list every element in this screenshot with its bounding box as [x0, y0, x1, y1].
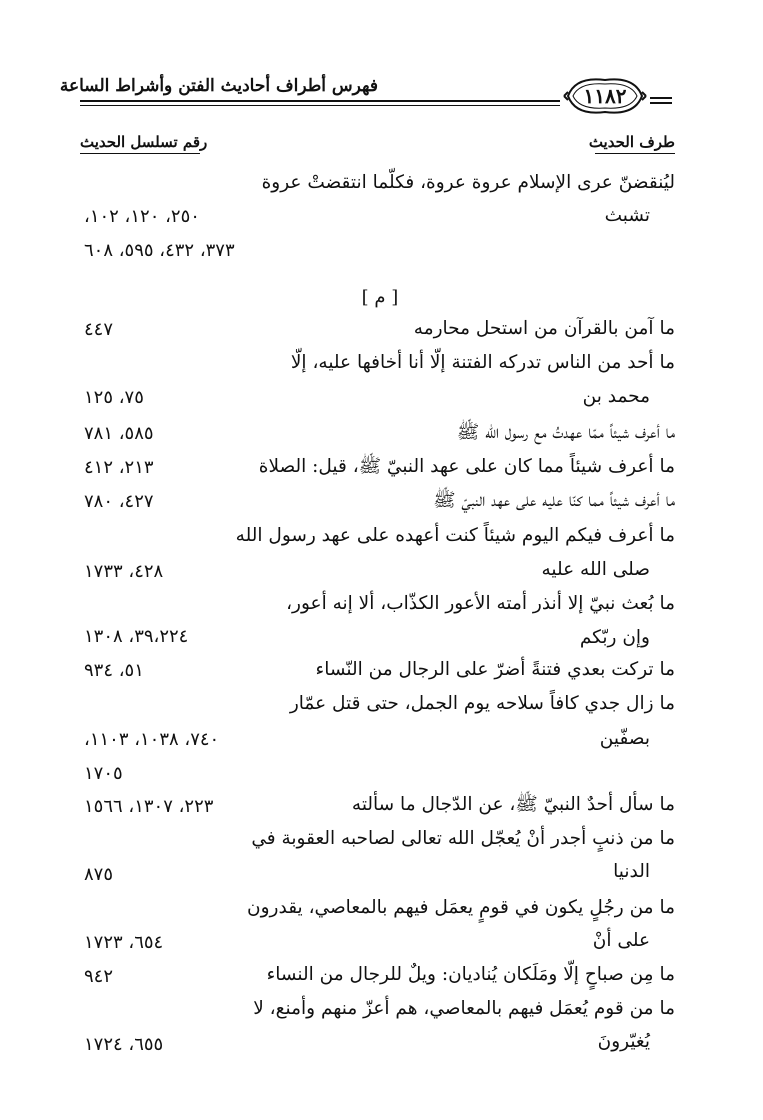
column-head-underline-left	[80, 153, 200, 154]
entry-numbers: ٢٥٠، ١٢٠، ١٠٢،	[84, 206, 200, 227]
entry-numbers: ٤٢٧، ٧٨٠	[84, 491, 154, 512]
running-header-title: فهرس أطراف أحاديث الفتن وأشراط الساعة	[59, 76, 378, 96]
entry-numbers: ٧٤٠، ١٠٣٨، ١١٠٣،	[84, 729, 220, 750]
header-dash	[650, 97, 672, 99]
entry-continuation: وإن ربّكم	[579, 627, 650, 648]
entry-text: ما أعرف فيكم اليوم شيئاً كنت أعهده على عهد رسول الله	[235, 525, 675, 546]
entry-continuation: يُغيّرونَ	[597, 1031, 650, 1052]
entry-text: ما من رجُلٍ يكون في قومٍ يعمَل فيهم بالمعاصي، يقدرون	[247, 897, 675, 918]
entry-numbers: ٦٥٥، ١٧٢٤	[84, 1034, 164, 1055]
entry-text: ما من ذنبٍ أجدر أنْ يُعجّل الله تعالى لصاحبه العقوبة في	[251, 828, 675, 849]
header-dash-lower	[650, 102, 672, 104]
page-number: ١١٨٢	[583, 84, 627, 108]
entry-numbers: ٨٧٥	[84, 864, 114, 885]
entry-numbers: ٩٤٢	[84, 966, 114, 987]
entry-numbers: ٥٨٥، ٧٨١	[84, 423, 154, 444]
entry-text: ما زال جدي كافاً سلاحه يوم الجمل، حتى قتل عمّار	[289, 693, 675, 714]
entry-continuation: الدنيا	[613, 861, 650, 882]
entry-continuation: على أنْ	[592, 930, 650, 951]
entry-numbers: ٢٢٣، ١٣٠٧، ١٥٦٦	[84, 796, 214, 817]
entry-text: ليُنقضنّ عرى الإسلام عروة عروة، فكلّما انتقضتْ عروة	[261, 172, 675, 193]
entry-text: ما بُعث نبيّ إلا أنذر أمته الأعور الكذّاب، ألا إنه أعور،	[286, 593, 675, 614]
entry-numbers: ٥١، ٩٣٤	[84, 660, 144, 681]
entry-numbers: ٣٩،٢٢٤، ١٣٠٨	[84, 626, 189, 647]
entry-numbers: ٤٢٨، ١٧٣٣	[84, 561, 164, 582]
entry-continuation: بصفّين	[599, 728, 650, 749]
entry-numbers: ٤٤٧	[84, 319, 114, 340]
entry-continuation: تشبث	[604, 205, 650, 226]
entry-text: ما أعرف شيئاً مما كنّا عليه على عهد النبيّ ﷺ	[433, 490, 675, 511]
entry-text: ما أعرف شيئاً ممّا عهدتُ مع رسول الله ﷺ	[456, 422, 675, 443]
column-head-serial: رقم تسلسل الحديث	[80, 133, 208, 151]
entry-text: ما أحد من الناس تدركه الفتنة إلّا أنا أخافها عليه، إلّا	[290, 352, 675, 373]
entry-text: ما آمن بالقرآن من استحل محارمه	[413, 318, 675, 339]
entry-text: ما تركت بعدي فتنةً أضرّ على الرجال من النّساء	[315, 659, 675, 680]
entry-text: ما من قوم يُعمَل فيهم بالمعاصي، هم أعزّ منهم وأمنع، لا	[253, 998, 675, 1019]
section-letter-heading: [ م ]	[361, 287, 399, 308]
entry-continuation: محمد بن	[582, 386, 650, 407]
entry-numbers: ٧٥، ١٢٥	[84, 387, 144, 408]
entry-text: ما مِن صباحٍ إلّا ومَلَكان يُناديان: ويلٌ للرجال من النساء	[266, 964, 675, 985]
entry-numbers-cont: ١٧٠٥	[84, 763, 123, 784]
header-rule	[80, 100, 560, 102]
header-rule-thin	[80, 105, 560, 106]
page-number-ornament	[562, 74, 648, 118]
entry-numbers-cont: ٣٧٣، ٤٣٢، ٥٩٥، ٦٠٨	[84, 240, 235, 261]
entry-text: ما سأل أحدٌ النبيّ ﷺ، عن الدّجال ما سألته	[351, 794, 675, 815]
entry-numbers: ٦٥٤، ١٧٢٣	[84, 932, 164, 953]
column-head-hadith: طرف الحديث	[588, 133, 675, 151]
entry-numbers: ٢١٣، ٤١٢	[84, 457, 154, 478]
entry-continuation: صلى الله عليه	[541, 559, 650, 580]
entry-text: ما أعرف شيئاً مما كان على عهد النبيّ ﷺ، قيل: الصلاة	[258, 456, 675, 477]
column-head-underline	[595, 153, 675, 154]
